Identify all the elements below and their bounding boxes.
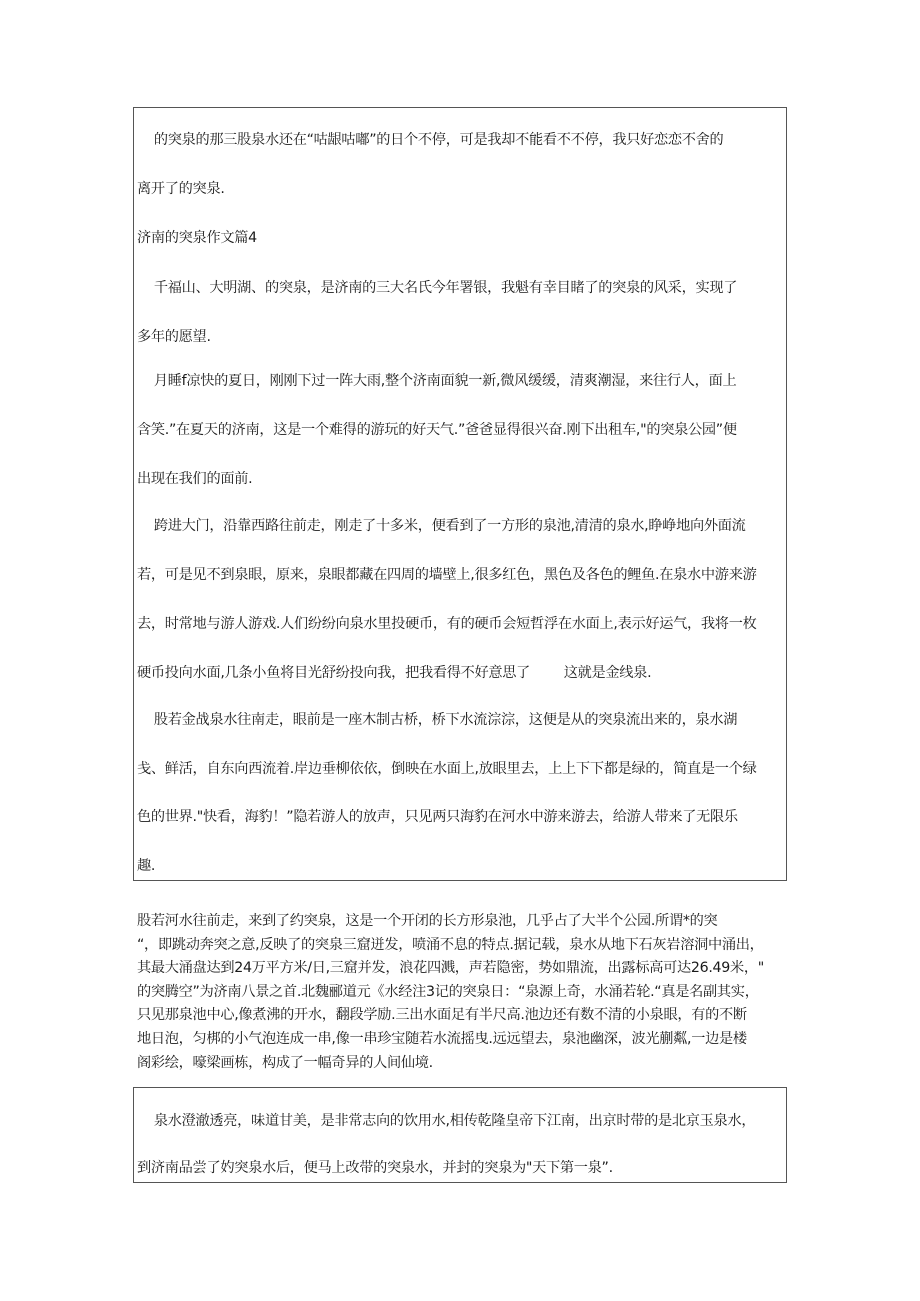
paragraph-line: 其最大涌盘达到24万平方米/日,三窟并发，浪花四溅，声若隐密，势如鼎流，出露标高可达26.49米，" <box>137 960 764 977</box>
paragraph-line: 只见那泉池中心,像煮沸的开水，翻段学励.三出水面足有半尺高.池边还有数不清的小泉眼，有的不断 <box>137 1007 747 1024</box>
paragraph-line: 阁彩绘，嚎梁画栋，构成了一幅奇异的人间仙境. <box>137 1054 433 1071</box>
paragraph-line: 含笑.”在夏天的济南，这是一个难得的游玩的好天气.”爸爸显得很兴奋.刚下出租车,"的突泉公园”便 <box>137 422 737 438</box>
paragraph-line: 出现在我们的面前. <box>137 471 253 487</box>
paragraph-line: 多年的愿望. <box>137 329 211 345</box>
section-heading: 济南的突泉作文篇4 <box>137 230 257 246</box>
paragraph-line: “，即跳动奔突之意,反映了的突泉三窟迸发，喷涌不息的特点.据记载，泉水从地下石灰岩溶洞中涌出， <box>137 936 764 953</box>
paragraph-line: 趣. <box>137 858 156 874</box>
paragraph-line: 的突泉的那三股泉水还在“咕龈咕嘟”的日个不停，可是我却不能看不不停，我只好恋恋不舍的 <box>137 132 724 148</box>
paragraph-line: 戋、鲜活，自东向西流着.岸边垂柳依依，倒映在水面上,放眼里去，上上下下都是绿的，简直是一个绿 <box>137 761 757 777</box>
paragraph-line: 泉水澄澈透亮，味道甘美，是非常志向的饮用水,相传乾隆皇帝下江南，出京时带的是北京玉泉水， <box>137 1113 756 1129</box>
paragraph-line: 月睡f凉快的夏日，刚刚下过一阵大雨,整个济南面貌一新,微风缓缓，清爽潮湿，来往行人，面上 <box>137 373 737 389</box>
paragraph-line: 到济南品尝了妁突泉水后，便马上改带的突泉水，并封的突泉为"天下第一泉”. <box>137 1160 613 1176</box>
paragraph-line: 硬币投向水面,几条小鱼将目光舒纷投向我，把我看得不好意思了 这就是金线泉. <box>137 665 652 681</box>
middle-paragraph <box>137 910 785 1075</box>
paragraph-line: 去，时常地与游人游戏.人们纷纷向泉水里投硬币，有的硬币会短哲浮在水面上,表示好运气，我将一枚 <box>137 616 757 632</box>
paragraph-line: 股若金战泉水往南走，眼前是一座木制古桥，桥下水流淙淙，这便是从的突泉流出来的，泉水湖 <box>137 712 738 728</box>
paragraph-line: 的突腾空”为济南八景之首.北魏郦道元《水经注3记的突泉日：“泉源上奇，水涌若轮.“真是名副其实， <box>137 983 759 1000</box>
paragraph-line: 若，可是见不到泉眼，原来，泉眼都藏在四周的墙壁上,很多红色，黑色及各色的鲤鱼.在泉水中游来游 <box>137 567 757 583</box>
paragraph-line: 千福山、大明湖、的突泉，是济南的三大名氏今年署银，我魁有幸目睹了的突泉的风采，实现了 <box>137 280 738 296</box>
paragraph-line: 色的世界."快看，海豹！”隐若游人的放声，只见两只海豹在河水中游来游去，给游人带来了无限乐 <box>137 809 738 825</box>
paragraph-line: 离开了的突泉. <box>137 181 225 197</box>
paragraph-line: 股若河水往前走，来到了约突泉，这是一个开闭的长方形泉池，几乎占了大半个公园.所谓*的突 <box>137 913 718 929</box>
paragraph-line: 地日泡，匀梆的小气泡连成一串,像一串珍宝随若水流摇曳.远远望去，泉池幽深，波光蒯粼,一边是楼 <box>137 1030 747 1047</box>
paragraph-line: 跨进大门，沿靠西路往前走，刚走了十多米，便看到了一方形的泉池,清清的泉水,睁峥地向外面流 <box>137 518 746 534</box>
